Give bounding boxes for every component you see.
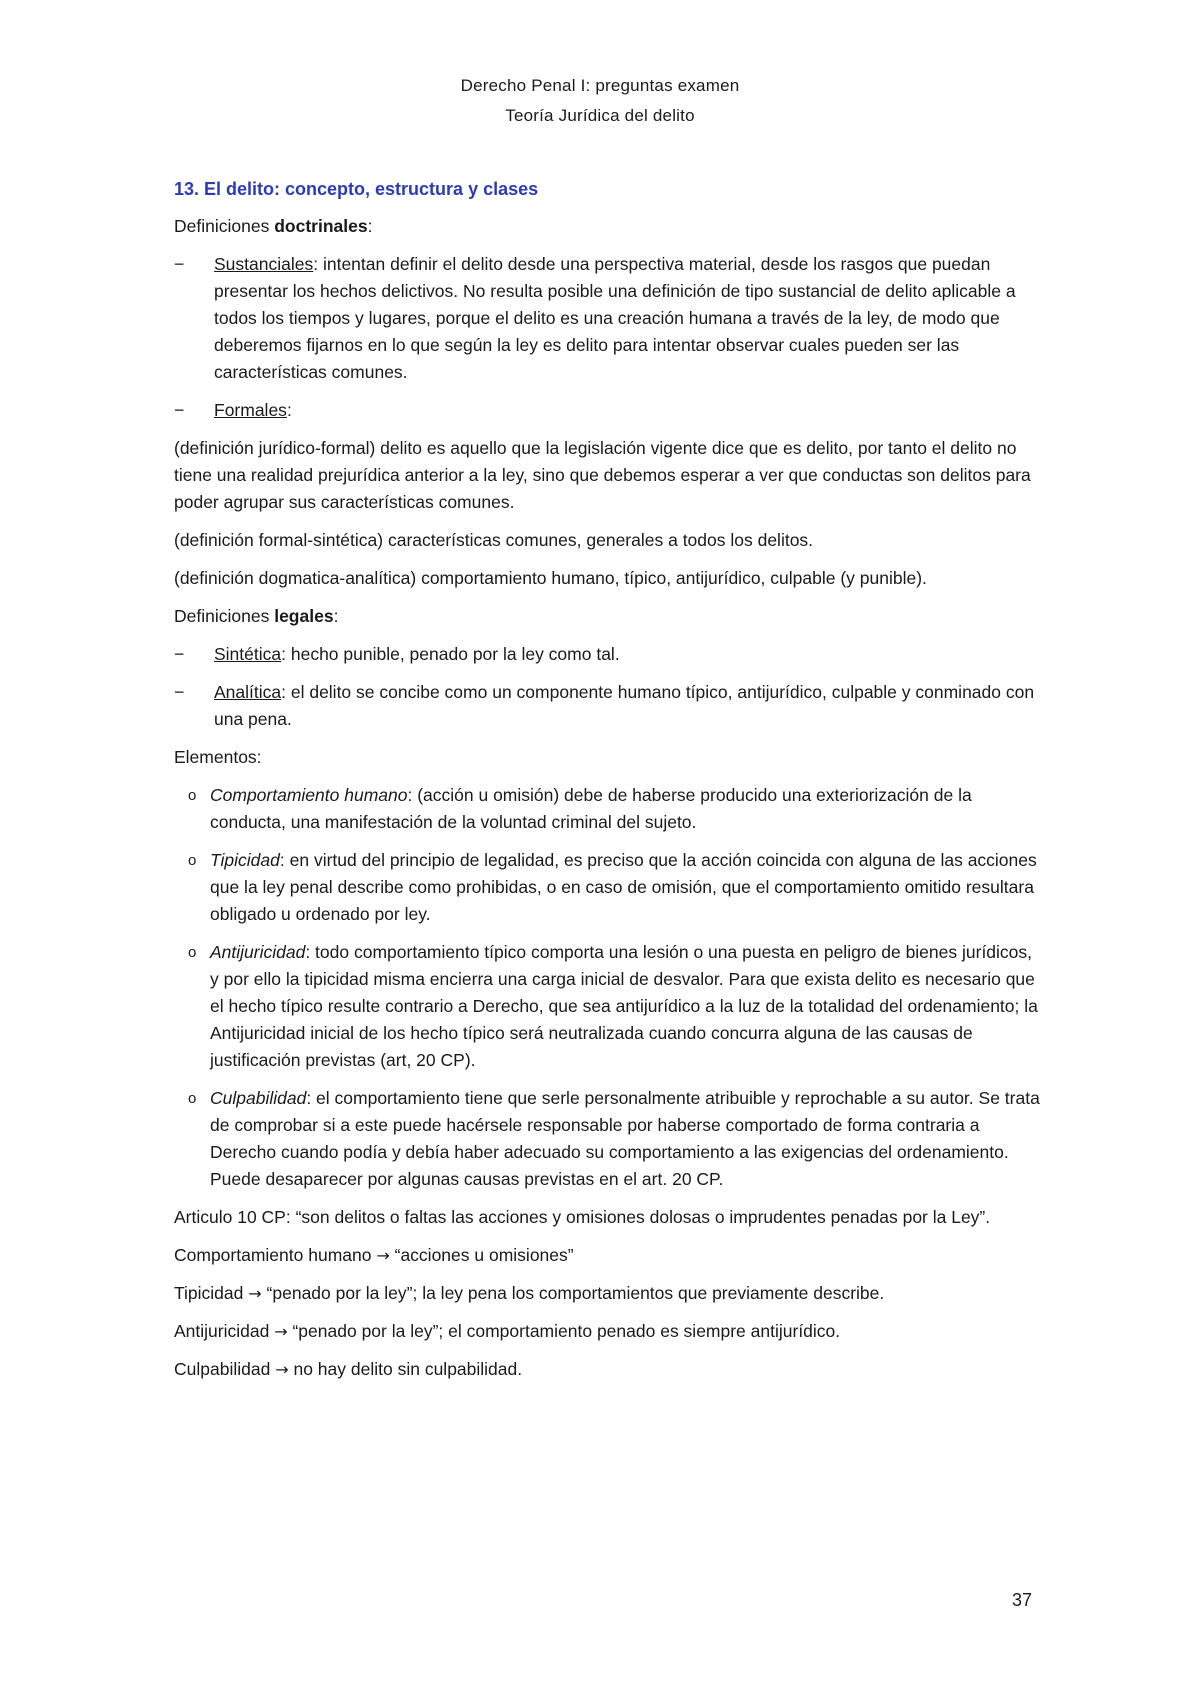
page-content: [174, 176, 1042, 1394]
circle-bullet: o: [188, 787, 197, 804]
formales-term: Formales: [214, 400, 287, 420]
elemento-text: : en virtud del principio de legalidad, es preciso que la acción coincida con alguna de las acciones que la ley penal describe como prohibidas, o en caso de omisión, que el comportamiento omitido resultara obligado u ordenado por ley.: [210, 850, 1037, 924]
elemento-term: Culpabilidad: [210, 1088, 307, 1108]
elemento-text: : el comportamiento tiene que serle personalmente atribuible y reprochable a su autor. Se trata de comprobar si a este puede hacérsele responsable por haberse comportado de forma contraria a Derecho cuando podía y debía haber adecuado su comportamiento a las exigencias del ordenamiento. Puede desaparecer por algunas causas previstas en el art. 20 CP.: [210, 1088, 1040, 1189]
dash-bullet: −: [174, 254, 185, 274]
sustanciales-text: : intentan definir el delito desde una perspectiva material, desde los rasgos que puedan presentar los hechos delictivos. No resulta posible una definición de tipo sustancial de delito aplicable a todos los tiempos y lugares, porque el delito es una creación humana a través de la ley, de modo que deberemos fijarnos en lo que según la ley es delito para intentar observar cuales pueden ser las características comunes.: [214, 254, 1016, 382]
elemento-term: Tipicidad: [210, 850, 280, 870]
sintetica-text: : hecho punible, penado por la ley como tal.: [281, 644, 620, 664]
circle-bullet: o: [188, 852, 197, 869]
elementos-label: Elementos:: [174, 747, 262, 767]
dogmatica-analitica-paragraph: (definición dogmatica-analítica) comportamiento humano, típico, antijurídico, culpable (y punible).: [174, 568, 927, 588]
right-arrow-icon: →: [275, 1360, 289, 1379]
sustanciales-term: Sustanciales: [214, 254, 314, 274]
juridico-formal-paragraph: (definición jurídico-formal) delito es aquello que la legislación vigente dice que es delito, por tanto el delito no tiene una realidad prejurídica anterior a la ley, sino que debemos esperar a ver que conductas son delitos para poder agrupar sus características comunes.: [174, 438, 1031, 512]
sintetica-item: [174, 641, 1042, 668]
articulo-paragraph: Articulo 10 CP: “son delitos o faltas las acciones y omisiones dolosas o imprudentes penadas por la Ley”.: [174, 1207, 991, 1227]
analitica-term: Analítica: [214, 682, 282, 702]
elemento-text: : todo comportamiento típico comporta una lesión o una puesta en peligro de bienes jurídicos, y por ello la tipicidad misma encierra una carga inicial de desvalor. Para que exista delito es necesario que el hecho típico resulte contrario a Derecho, que sea antijurídico a la luz de la totalidad del ordenamiento; la Antijuricidad inicial de los hecho típico será neutralizada cuando concurra alguna de las causas de justificación previstas (art, 20 CP).: [210, 942, 1038, 1070]
dash-bullet: −: [174, 400, 185, 420]
mapping-line: Antijuricidad → “penado por la ley”; el comportamiento penado es siempre antijurídico.: [174, 1321, 841, 1341]
elemento-item: [174, 939, 1042, 1074]
doctrinales-label: Definiciones doctrinales:: [174, 216, 373, 236]
header-course-title: Derecho Penal I: preguntas examen: [460, 76, 740, 95]
elemento-term: Comportamiento humano: [210, 785, 408, 805]
mapping-line: Comportamiento humano → “acciones u omisiones”: [174, 1245, 574, 1265]
elemento-text: : (acción u omisión) debe de haberse producido una exteriorización de la conducta, una manifestación de la voluntad criminal del sujeto.: [210, 785, 972, 832]
sintetica-term: Sintética: [214, 644, 282, 664]
right-arrow-icon: →: [274, 1322, 288, 1341]
elemento-item: [174, 847, 1042, 928]
circle-bullet: o: [188, 1090, 197, 1107]
right-arrow-icon: →: [248, 1284, 262, 1303]
analitica-text: : el delito se concibe como un componente humano típico, antijurídico, culpable y conminado con una pena.: [214, 682, 1035, 729]
mapping-line: Culpabilidad → no hay delito sin culpabilidad.: [174, 1359, 523, 1379]
legales-label: Definiciones legales:: [174, 606, 339, 626]
formal-sintetica-paragraph: (definición formal-sintética) características comunes, generales a todos los delitos.: [174, 530, 814, 550]
mapping-line: Tipicidad → “penado por la ley”; la ley pena los comportamientos que previamente describe.: [174, 1283, 885, 1303]
right-arrow-icon: →: [376, 1246, 390, 1265]
dash-bullet: −: [174, 644, 185, 664]
elemento-item: [174, 1085, 1042, 1193]
dash-bullet: −: [174, 682, 185, 702]
page-number: 37: [1012, 1590, 1033, 1610]
formales-text: :: [286, 400, 292, 420]
formales-item: [174, 397, 1042, 424]
analitica-item: [174, 679, 1042, 733]
section-title: 13. El delito: concepto, estructura y clases: [174, 179, 539, 199]
elemento-term: Antijuricidad: [210, 942, 306, 962]
elemento-item: [174, 782, 1042, 836]
circle-bullet: o: [188, 944, 197, 961]
sustanciales-item: [174, 251, 1042, 386]
header-chapter-title: Teoría Jurídica del delito: [505, 106, 695, 125]
